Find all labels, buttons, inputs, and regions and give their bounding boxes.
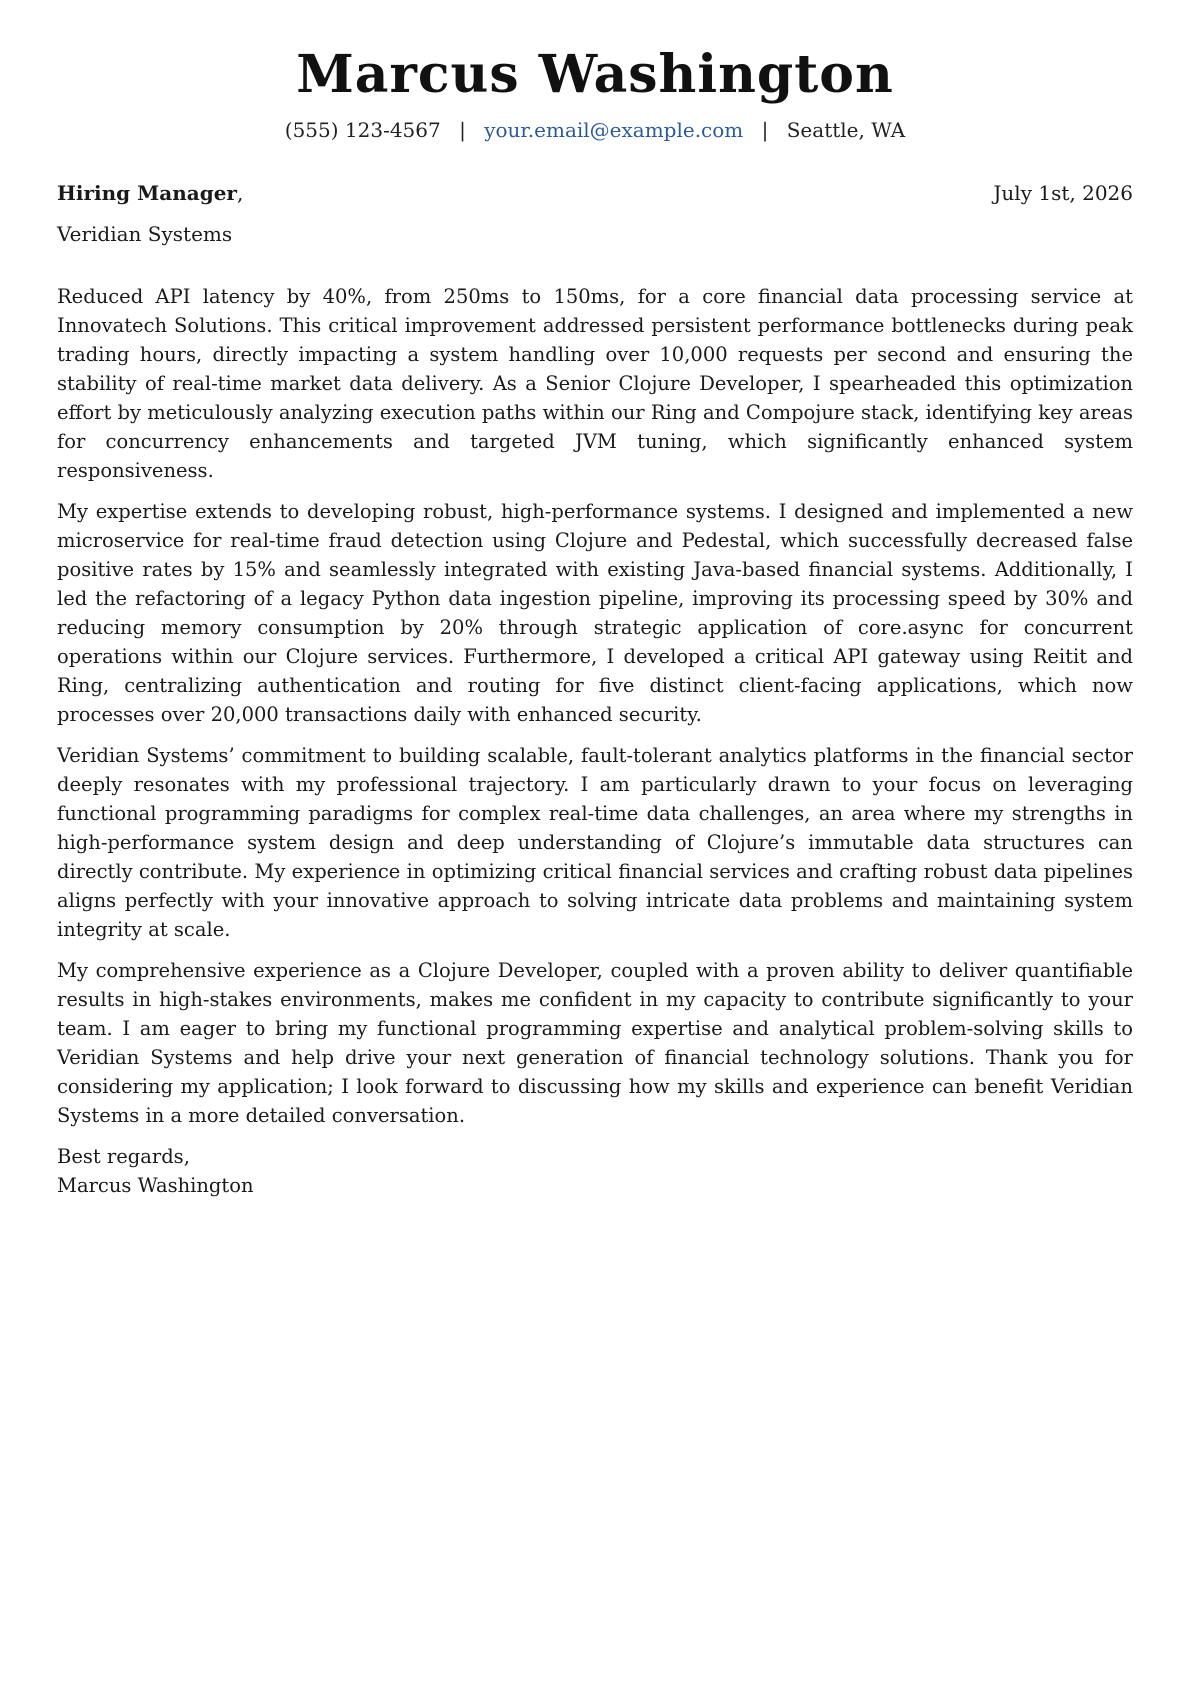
- sign-off: Best regards,: [57, 1145, 190, 1168]
- letter-body: [57, 282, 1133, 1200]
- contact-separator: |: [459, 118, 466, 142]
- letter-closing: [57, 1142, 1133, 1200]
- contact-separator: |: [761, 118, 769, 142]
- body-paragraph: My expertise extends to developing robust, high-performance systems. I designed and implemented a new microservice for real-time fraud detection using Clojure and Pedestal, which successfully decreased false positive rates by 15% and seamlessly integrated with existing Java-based financial systems. Additionally, I led the refactoring of a legacy Python data ingestion pipeline, improving its processing speed by 30% and reducing memory consumption by 20% through strategic application of core.async for concurrent operations within our Clojure services. Furthermore, I developed a critical API gateway using Reitit and Ring, centralizing authentication and routing for five distinct client-facing applications, which now processes over 20,000 transactions daily with enhanced security.: [57, 500, 1133, 726]
- location: Seattle, WA: [786, 118, 906, 142]
- sender-name: Marcus Washington: [296, 44, 894, 105]
- body-paragraph: My comprehensive experience as a Clojure Developer, coupled with a proven ability to deliver quantifiable results in high-stakes environments, makes me confident in my capacity to contribute significantly to your team. I am eager to bring my functional programming expertise and analytical problem-solving skills to Veridian Systems and help drive your next generation of financial technology solutions. Thank you for considering my application; I look forward to discussing how my skills and experience can benefit Veridian Systems in a more detailed conversation.: [57, 959, 1133, 1127]
- signature-name: Marcus Washington: [57, 1174, 254, 1197]
- recipient-company: Veridian Systems: [57, 222, 233, 246]
- recipient-row: [57, 178, 1133, 210]
- contact-line: [0, 116, 1190, 144]
- email-link[interactable]: your.email@example.com: [484, 118, 744, 142]
- body-paragraph: Veridian Systems’ commitment to building scalable, fault-tolerant analytics platforms in the financial sector deeply resonates with my professional trajectory. I am particularly drawn to your focus on leveraging functional programming paradigms for complex real-time data challenges, an area where my strengths in high-performance system design and deep understanding of Clojure’s immutable data structures can directly contribute. My experience in optimizing critical financial services and crafting robust data pipelines aligns perfectly with your innovative approach to solving intricate data problems and maintaining system integrity at scale.: [57, 744, 1133, 941]
- phone-number: (555) 123-4567: [284, 118, 441, 142]
- letter-date: July 1st, 2026: [993, 181, 1133, 205]
- recipient-salutation: [57, 178, 243, 208]
- recipient-title-suffix: ,: [236, 181, 244, 205]
- letter-header: [0, 40, 1190, 144]
- body-paragraph: Reduced API latency by 40%, from 250ms to 150ms, for a core financial data processing service at Innovatech Solutions. This critical improvement addressed persistent performance bottlenecks during peak trading hours, directly impacting a system handling over 10,000 requests per second and ensuring the stability of real-time market data delivery. As a Senior Clojure Developer, I spearheaded this optimization effort by meticulously analyzing execution paths within our Ring and Compojure stack, identifying key areas for concurrency enhancements and targeted JVM tuning, which significantly enhanced system responsiveness.: [57, 285, 1133, 482]
- recipient-title: Hiring Manager: [57, 181, 237, 205]
